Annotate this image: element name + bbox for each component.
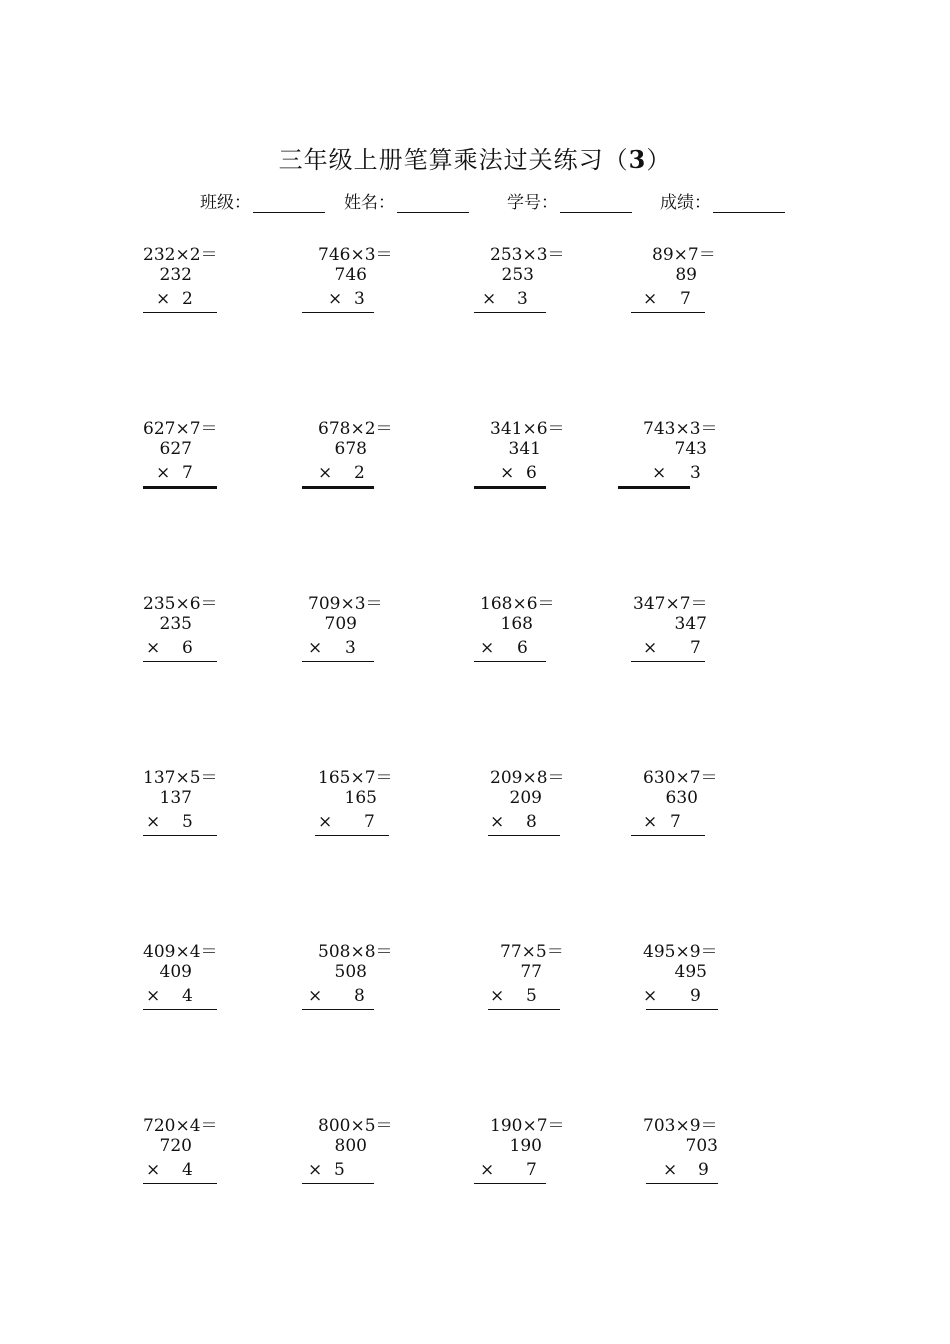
name-blank[interactable] — [397, 192, 469, 213]
multiplication-problem — [0, 240, 950, 320]
student-number-field — [507, 188, 632, 213]
multiplier: 8 — [526, 812, 537, 832]
problem-expression: 627×7＝ — [143, 419, 218, 439]
times-sign: × — [308, 986, 323, 1006]
times-sign: × — [318, 812, 333, 832]
multiplicand: 703 — [685, 1136, 718, 1156]
multiplication-problem — [0, 1111, 950, 1191]
problem-expression: 77×5＝ — [500, 942, 564, 962]
multiplicand: 235 — [159, 614, 192, 634]
answer-line — [646, 1009, 718, 1010]
times-sign: × — [663, 1160, 678, 1180]
page-title — [0, 140, 950, 175]
multiplicand: 495 — [674, 962, 707, 982]
problem-expression: 800×5＝ — [318, 1116, 393, 1136]
multiplicand: 409 — [159, 962, 192, 982]
multiplicand: 190 — [509, 1136, 542, 1156]
name-label: 姓名： — [344, 193, 395, 213]
multiplicand: 678 — [334, 439, 367, 459]
multiplier: 7 — [680, 289, 691, 309]
multiplier: 4 — [182, 1160, 193, 1180]
answer-line — [618, 486, 690, 489]
class-label: 班级： — [200, 193, 251, 213]
multiplier: 2 — [354, 463, 365, 483]
problem-expression: 347×7＝ — [633, 594, 708, 614]
times-sign: × — [643, 638, 658, 658]
problem-expression: 209×8＝ — [490, 768, 565, 788]
multiplier: 9 — [698, 1160, 709, 1180]
problem-expression: 235×6＝ — [143, 594, 218, 614]
multiplier: 5 — [334, 1160, 345, 1180]
times-sign: × — [643, 986, 658, 1006]
times-sign: × — [652, 463, 667, 483]
answer-line — [631, 835, 705, 836]
student-number-blank[interactable] — [560, 192, 632, 213]
multiplicand: 165 — [344, 788, 377, 808]
multiplicand: 630 — [665, 788, 698, 808]
score-blank[interactable] — [713, 192, 785, 213]
multiplier: 3 — [690, 463, 701, 483]
multiplication-problem — [0, 763, 950, 843]
multiplicand: 709 — [324, 614, 357, 634]
class-blank[interactable] — [253, 192, 325, 213]
multiplication-problem — [0, 414, 950, 494]
multiplier: 3 — [517, 289, 528, 309]
multiplicand: 89 — [675, 265, 697, 285]
times-sign: × — [328, 289, 343, 309]
multiplicand: 746 — [334, 265, 367, 285]
student-info-row — [0, 188, 950, 218]
problem-expression: 495×9＝ — [643, 942, 718, 962]
problem-expression: 743×3＝ — [643, 419, 718, 439]
problem-expression: 89×7＝ — [652, 245, 716, 265]
times-sign: × — [480, 638, 495, 658]
problem-expression: 232×2＝ — [143, 245, 218, 265]
class-field — [200, 188, 325, 213]
multiplicand: 253 — [501, 265, 534, 285]
multiplier: 2 — [182, 289, 193, 309]
problem-expression: 409×4＝ — [143, 942, 218, 962]
times-sign: × — [146, 1160, 161, 1180]
problem-expression: 168×6＝ — [480, 594, 555, 614]
times-sign: × — [308, 638, 323, 658]
times-sign: × — [156, 463, 171, 483]
multiplier: 6 — [182, 638, 193, 658]
multiplicand: 627 — [159, 439, 192, 459]
answer-line — [631, 661, 705, 662]
times-sign: × — [482, 289, 497, 309]
times-sign: × — [480, 1160, 495, 1180]
student-number-label: 学号： — [507, 193, 558, 213]
multiplier: 5 — [526, 986, 537, 1006]
multiplicand: 720 — [159, 1136, 192, 1156]
problem-expression: 709×3＝ — [308, 594, 383, 614]
multiplication-problem — [0, 589, 950, 669]
times-sign: × — [643, 812, 658, 832]
problem-expression: 253×3＝ — [490, 245, 565, 265]
problem-expression: 137×5＝ — [143, 768, 218, 788]
multiplicand: 341 — [508, 439, 541, 459]
score-label: 成绩： — [660, 193, 711, 213]
answer-line — [646, 1183, 718, 1184]
multiplicand: 77 — [520, 962, 542, 982]
times-sign: × — [146, 638, 161, 658]
name-field — [344, 188, 469, 213]
multiplier: 6 — [517, 638, 528, 658]
title-text: 三年级上册笔算乘法过关练习（ — [278, 146, 629, 174]
multiplier: 3 — [345, 638, 356, 658]
multiplier: 4 — [182, 986, 193, 1006]
multiplier: 6 — [526, 463, 537, 483]
multiplication-problem — [0, 937, 950, 1017]
multiplier: 7 — [526, 1160, 537, 1180]
times-sign: × — [308, 1160, 323, 1180]
times-sign: × — [146, 986, 161, 1006]
multiplicand: 508 — [334, 962, 367, 982]
score-field — [660, 188, 785, 213]
times-sign: × — [146, 812, 161, 832]
title-number: 3 — [628, 145, 647, 174]
multiplicand: 232 — [159, 265, 192, 285]
multiplicand: 137 — [159, 788, 192, 808]
problem-expression: 508×8＝ — [318, 942, 393, 962]
multiplier: 7 — [690, 638, 701, 658]
multiplier: 8 — [354, 986, 365, 1006]
times-sign: × — [490, 812, 505, 832]
problem-expression: 165×7＝ — [318, 768, 393, 788]
multiplicand: 168 — [500, 614, 533, 634]
times-sign: × — [490, 986, 505, 1006]
answer-line — [631, 312, 705, 313]
times-sign: × — [643, 289, 658, 309]
problem-expression: 190×7＝ — [490, 1116, 565, 1136]
multiplicand: 743 — [674, 439, 707, 459]
times-sign: × — [156, 289, 171, 309]
multiplier: 5 — [182, 812, 193, 832]
problem-expression: 746×3＝ — [318, 245, 393, 265]
problem-expression: 720×4＝ — [143, 1116, 218, 1136]
multiplier: 7 — [670, 812, 681, 832]
title-close: ） — [646, 146, 672, 174]
problem-expression: 341×6＝ — [490, 419, 565, 439]
problem-expression: 678×2＝ — [318, 419, 393, 439]
multiplicand: 800 — [334, 1136, 367, 1156]
times-sign: × — [500, 463, 515, 483]
multiplier: 7 — [364, 812, 375, 832]
problem-expression: 630×7＝ — [643, 768, 718, 788]
multiplicand: 209 — [509, 788, 542, 808]
multiplier: 9 — [690, 986, 701, 1006]
times-sign: × — [318, 463, 333, 483]
multiplier: 7 — [182, 463, 193, 483]
problem-expression: 703×9＝ — [643, 1116, 718, 1136]
multiplier: 3 — [354, 289, 365, 309]
multiplicand: 347 — [674, 614, 707, 634]
